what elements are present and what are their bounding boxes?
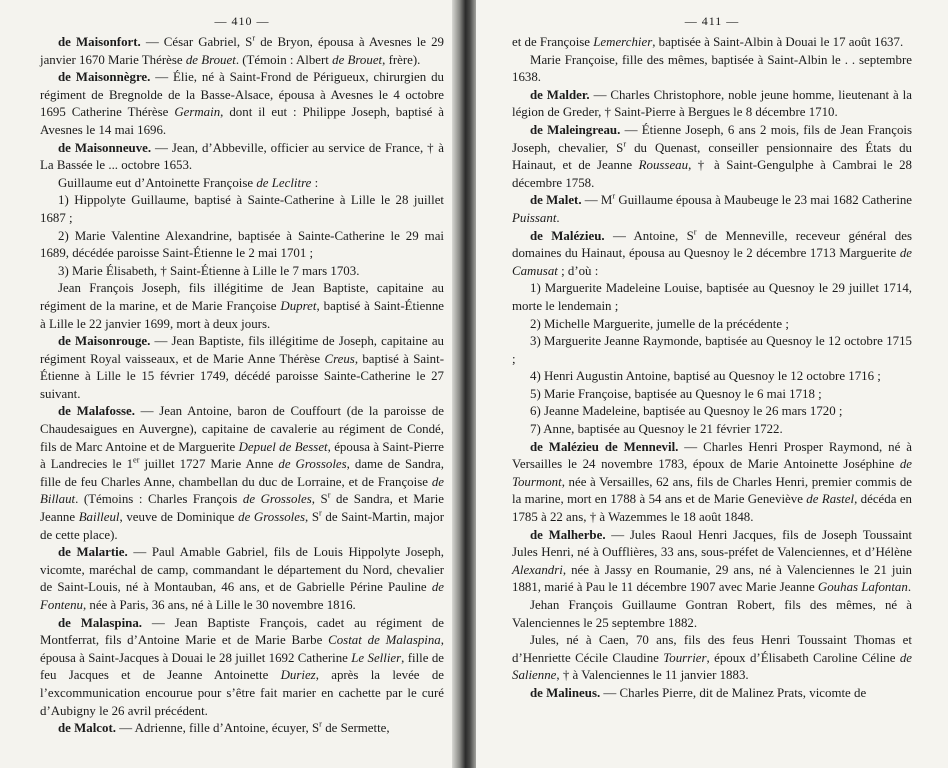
entry-text: 2) Marie Valentine Alexandrine, baptisée à Sainte-Catherine le 29 mai 1689, décédée paroisse Saint-Étienne le 2 mai 1701 ; xyxy=(40,228,444,261)
entry-text: — Charles Pierre, dit de Malinez Prats, vicomte de xyxy=(600,685,867,700)
entry-paragraph xyxy=(40,34,444,69)
entry-family-name: de Malézieu. xyxy=(530,228,605,243)
entry-text: 2) Michelle Marguerite, jumelle de la précédente ; xyxy=(530,316,789,331)
right-page xyxy=(476,0,948,768)
entry-paragraph xyxy=(40,192,444,227)
entry-paragraph xyxy=(512,597,912,632)
entry-text: et de Françoise Lemerchier, baptisée à Saint-Albin à Douai le 17 août 1637. xyxy=(512,35,904,49)
entry-family-name: de Malaspina. xyxy=(58,615,143,630)
entry-paragraph xyxy=(40,280,444,333)
entry-paragraph xyxy=(512,403,912,421)
entry-paragraph xyxy=(512,421,912,439)
entry-family-name: de Maisonrouge. xyxy=(58,334,151,349)
entry-paragraph xyxy=(40,228,444,263)
entry-text: — Jean Baptiste, fils illégitime de Joseph, capitaine au régiment Royal vaisseaux, et de Marie Anne Thérèse Creus, baptisé à Saint-Étienne à Lille le 15 février 1749, décédé paroisse Sainte-Catherine le 27 suivant. xyxy=(40,334,445,401)
entry-text: — Élie, né à Saint-Frond de Périgueux, chirurgien du régiment de Bregnolde de la Basse-Alsace, épousa à Avesnes le 4 octobre 1695 Catherine Thérèse Germain, dont il eut : Philippe Joseph, baptisé à Avesnes le 14 mai 1696. xyxy=(40,70,444,137)
entry-family-name: de Malcot. xyxy=(58,721,116,736)
entry-paragraph xyxy=(512,632,912,685)
entry-text: 5) Marie Françoise, baptisée au Quesnoy le 6 mai 1718 ; xyxy=(530,386,822,401)
entry-family-name: de Malartie. xyxy=(58,545,128,560)
entry-text: — César Gabriel, $S^r$ de Bryon, épousa à Avesnes le 29 janvier 1670 Marie Thérèse de Brouet. (Témoin : Albert de Brouet, frère). xyxy=(40,33,444,67)
right-entries xyxy=(512,34,912,703)
page-number-left: — 410 — xyxy=(214,14,270,28)
entry-family-name: de Malder. xyxy=(530,87,590,102)
entry-paragraph xyxy=(40,615,444,721)
entry-paragraph xyxy=(40,544,444,614)
entry-text: — Charles Henri Prosper Raymond, né à Versailles le 24 novembre 1783, époux de Marie Antoinette Joséphine de Tourmont, née à Versailles, 62 ans, fils de Charles Henri, premier commis de la marine, mort en 1788 à 54 ans et de Marie Geneviève de Rastel, décéda en 1785 à 22 ans, † à Wazemmes le 18 août 1848. xyxy=(512,439,912,525)
entry-paragraph xyxy=(512,386,912,404)
entry-paragraph xyxy=(512,439,912,527)
entry-text: 3) Marguerite Jeanne Raymonde, baptisée au Quesnoy le 12 octobre 1715 ; xyxy=(512,334,912,366)
entry-paragraph xyxy=(512,52,912,87)
entry-text: — Antoine, $S^r$ de Menneville, receveur général des domaines du Hainaut, épousa au Quesnoy le 2 décembre 1713 Marguerite de Camusat ; d’où : xyxy=(512,227,912,278)
entry-family-name: de Maisonnègre. xyxy=(58,70,151,85)
entry-family-name: de Malineus. xyxy=(530,685,601,700)
entry-paragraph xyxy=(512,87,912,122)
left-entries xyxy=(40,34,444,738)
entry-text: — Paul Amable Gabriel, fils de Louis Hippolyte Joseph, vicomte, maréchal de camp, commandant le département du Nord, chevalier de Saint-Louis, né à Montauban, 46 ans, et de Gabrielle Périne Pauline de Fontenu, née à Paris, 36 ans, né à Lille le 30 novembre 1816. xyxy=(40,545,444,612)
entry-family-name: de Malet. xyxy=(530,193,582,208)
entry-family-name: de Malherbe. xyxy=(530,527,606,542)
entry-text: Marie Françoise, fille des mêmes, baptisée à Saint-Albin le . . septembre 1638. xyxy=(512,52,912,85)
page-number-right: — 411 — xyxy=(684,14,740,28)
entry-text: — Jean Antoine, baron de Couffourt (de la paroisse de Chaudesaigues en Auvergne), capitaine de cavalerie au régiment de Condé, fils de Marc Antoine et de Marguerite Depuel de Besset, épousa à Saint-Pierre à Landrecies le 1er juillet 1727 Marie Anne de Grossoles, dame de Sandra, fille de feu Charles Anne, chambellan du duc de Lorraine, et de Françoise de Billaut. (Témoins : Charles François de Grossoles, $S^r$ de Sandra, et Marie Jeanne Bailleul, veuve de Dominique de Grossoles, $S^r$ de Saint-Martin, major de cette place). xyxy=(40,404,444,542)
entry-text: 6) Jeanne Madeleine, baptisée au Quesnoy le 26 mars 1720 ; xyxy=(530,404,843,419)
entry-paragraph xyxy=(40,69,444,139)
entry-family-name: de Maleingreau. xyxy=(530,122,621,137)
entry-paragraph xyxy=(512,34,912,52)
entry-text: 3) Marie Élisabeth, † Saint-Étienne à Lille le 7 mars 1703. xyxy=(58,263,360,278)
entry-text: — Jean Baptiste François, cadet au régiment de Montferrat, fils d’Antoine Marie et de Marie Barbe Costat de Malaspina, épousa à Saint-Jacques à Douai le 28 juillet 1692 Catherine Le Sellier, fille de feu Jacques et de Jeanne Antoinette Duriez, après la levée de l’excommunication encourue pour s’être fait marier en cachette par le curé d’Aubigny le 26 avril précédent. xyxy=(40,615,445,718)
entry-text: — Jean, d’Abbeville, officier au service de France, † à La Bassée le ... octobre 1653. xyxy=(40,140,445,173)
entry-text: 7) Anne, baptisée au Quesnoy le 21 février 1722. xyxy=(530,422,783,437)
entry-family-name: de Malézieu de Mennevil. xyxy=(530,439,679,454)
entry-paragraph xyxy=(512,316,912,334)
entry-paragraph xyxy=(512,527,912,597)
entry-text: Jules, né à Caen, 70 ans, fils des feus Henri Toussaint Thomas et d’Henriette Cécile Claudine Tourrier, époux d’Élisabeth Caroline Céline de Salienne, † à Valenciennes le 11 janvier 1883. xyxy=(512,633,913,683)
entry-paragraph xyxy=(40,333,444,403)
entry-paragraph xyxy=(40,140,444,175)
entry-text: Jehan François Guillaume Gontran Robert, fils des mêmes, né à Valenciennes le 25 septembre 1882. xyxy=(512,598,912,630)
entry-paragraph xyxy=(512,333,912,368)
left-page xyxy=(0,0,458,768)
entry-text: — Adrienne, fille d’Antoine, écuyer, $S^r$ de Sermette, xyxy=(116,719,390,736)
entry-family-name: de Malafosse. xyxy=(58,404,135,419)
entry-text: Jean François Joseph, fils illégitime de Jean Baptiste, capitaine au régiment de la marine, et de Marie Françoise Dupret, baptisé à Saint-Étienne à Lille le 22 janvier 1699, mort à deux jours. xyxy=(40,281,444,331)
entry-paragraph xyxy=(40,403,444,544)
entry-text: — $M^r$ Guillaume épousa à Maubeuge le 23 mai 1682 Catherine Puissant. xyxy=(512,192,912,225)
entry-text: Guillaume eut d’Antoinette Françoise de Leclitre : xyxy=(58,175,319,190)
entry-text: 1) Marguerite Madeleine Louise, baptisée au Quesnoy le 29 juillet 1714, morte le lendemain ; xyxy=(512,281,912,313)
entry-paragraph xyxy=(512,280,912,315)
entry-family-name: de Maisonneuve. xyxy=(58,140,152,155)
entry-paragraph xyxy=(40,720,444,738)
entry-family-name: de Maisonfort. xyxy=(58,35,141,49)
entry-paragraph xyxy=(512,368,912,386)
entry-text: 4) Henri Augustin Antoine, baptisé au Quesnoy le 12 octobre 1716 ; xyxy=(530,369,881,384)
entry-paragraph xyxy=(512,122,912,192)
entry-text: — Jules Raoul Henri Jacques, fils de Joseph Toussaint Jules Henri, né à Oufflières, 33 ans, sous-préfet de Valenciennes, et d’Hélène Alexandri, née à Jassy en Roumanie, 29 ans, né à Valenciennes le 21 juin 1881, marié à Pau le 11 décembre 1907 avec Marie Jeanne Gouhas Lafontan. xyxy=(512,527,912,595)
entry-text: — Étienne Joseph, 6 ans 2 mois, fils de Jean François Joseph, chevalier, $S^r$ du Quenast, conseiller pensionnaire des États du Hainaut, et de Jeanne Rousseau, † à Saint-Gengulphe à Cambrai le 28 décembre 1758. xyxy=(512,122,913,190)
entry-paragraph xyxy=(40,175,444,193)
entry-text: 1) Hippolyte Guillaume, baptisé à Sainte-Catherine à Lille le 28 juillet 1687 ; xyxy=(40,193,444,225)
entry-paragraph xyxy=(512,685,912,703)
entry-text: — Charles Christophore, noble jeune homme, lieutenant à la légion de Greder, † Saint-Pierre à Bergues le 8 décembre 1710. xyxy=(512,87,912,120)
entry-paragraph xyxy=(512,192,912,227)
entry-paragraph xyxy=(512,228,912,281)
entry-paragraph xyxy=(40,263,444,281)
